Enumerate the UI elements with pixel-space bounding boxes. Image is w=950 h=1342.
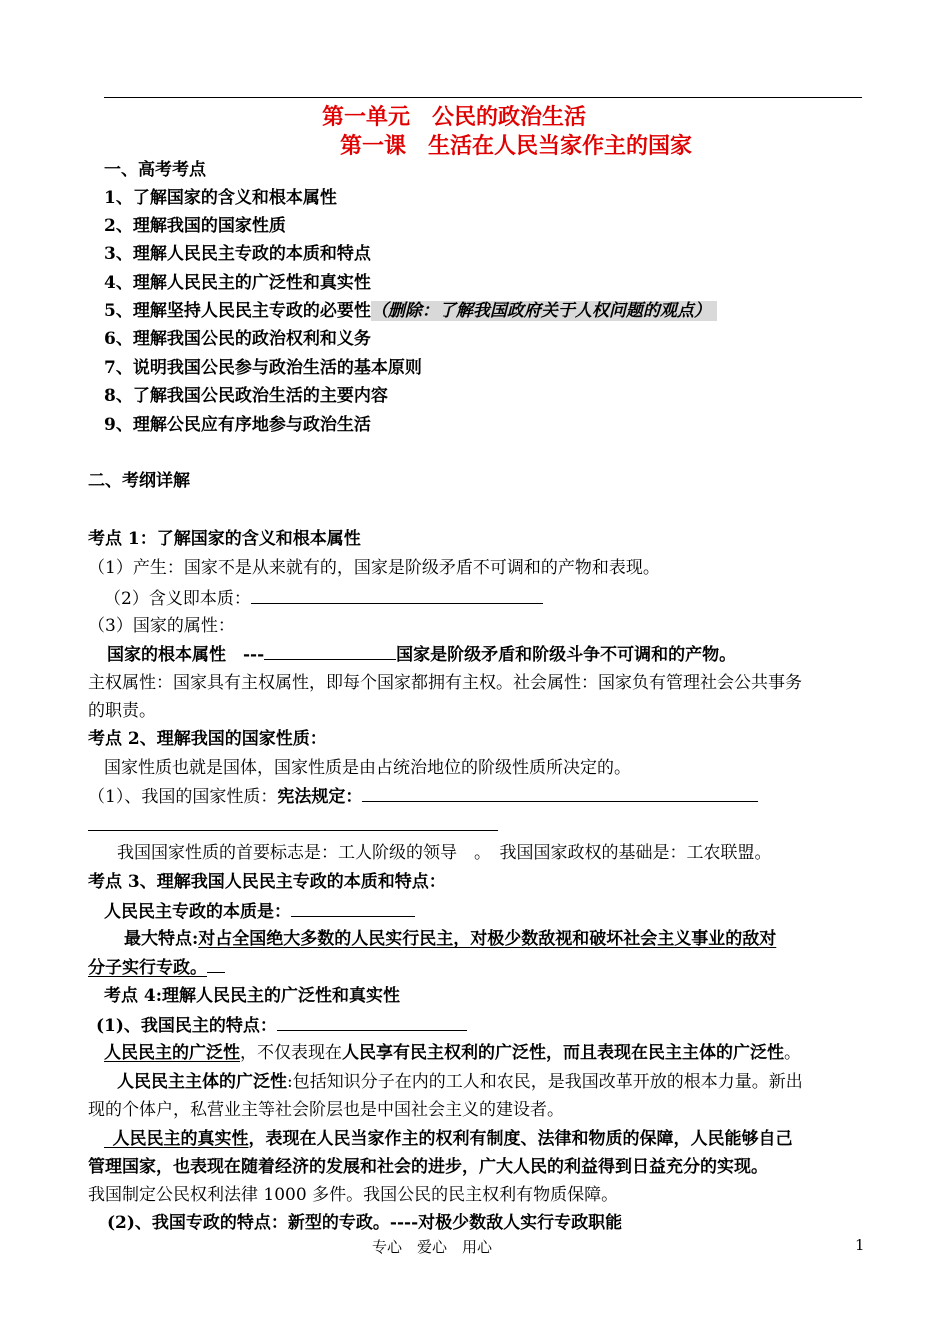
feature-label: 最大特点: (124, 929, 199, 949)
fill-blank (291, 900, 415, 917)
page-number: 1 (855, 1236, 865, 1254)
point4-title: 考点 4:理解人民民主的广泛性和真实性 (104, 986, 401, 1006)
reality-term (104, 1129, 249, 1149)
point3-feature-cont (88, 956, 225, 979)
fill-blank (251, 587, 543, 604)
fill-blank (264, 643, 396, 660)
democracy-features-label: (1)、我国民主的特点： (96, 1016, 277, 1036)
unit-title: 第一单元 公民的政治生活 (322, 104, 587, 130)
reality-text: ，表现在人民当家作主的权利有制度、法律和物质的保障，人民能够自己 (248, 1129, 793, 1149)
fill-blank (277, 1014, 467, 1031)
point2-constitution (88, 785, 758, 808)
exam-point-item: 6、理解我国公民的政治权利和义务 (104, 329, 371, 349)
point4-breadth (104, 1042, 801, 1064)
header-rule (104, 97, 862, 98)
point4-reality (104, 1128, 793, 1150)
point4-reality-cont: 管理国家，也表现在随着经济的发展和社会的进步，广大人民的利益得到日益充分的实现。 (88, 1157, 768, 1177)
section2-heading: 二、考纲详解 (88, 471, 190, 491)
point4-democracy-features (96, 1014, 467, 1037)
nature-label: （1）、我国的国家性质： (88, 787, 278, 807)
page-footer: 专心 爱心 用心 (372, 1238, 493, 1256)
exam-point-item (104, 300, 717, 322)
point1-origin: （1）产生：国家不是从来就有的，国家是阶级矛盾不可调和的产物和表现。 (88, 558, 660, 578)
point1-attributes: （3）国家的属性： (88, 616, 235, 636)
point3-feature (124, 928, 776, 950)
fill-blank (362, 785, 758, 802)
fundamental-label: 国家的根本属性 --- (107, 645, 265, 665)
point3-essence (104, 900, 415, 923)
essence-label: 人民民主专政的本质是： (104, 902, 291, 922)
section1-heading: 一、高考考点 (104, 160, 206, 180)
exam-point-item: 7、说明我国公民参与政治生活的基本原则 (104, 358, 422, 378)
constitution-label: 宪法规定： (277, 787, 363, 807)
breadth-text: 人民享有民主权利的广泛性，而且表现在民主主体的广泛性 (342, 1043, 784, 1063)
fill-blank-line (88, 830, 498, 831)
exam-point-item: 8、了解我国公民政治生活的主要内容 (104, 386, 388, 406)
exam-point-item: 9、理解公民应有序地参与政治生活 (104, 415, 371, 435)
point4-dictatorship: (2)、我国专政的特点：新型的专政。----对极少数敌人实行专政职能 (107, 1213, 623, 1233)
breadth-term: 人民民主的广泛性 (104, 1043, 240, 1063)
exam-point-item-text: 5、理解坚持人民民主专政的必要性 (104, 301, 371, 321)
point1-fundamental (107, 643, 736, 666)
breadth-end: 。 (784, 1043, 801, 1063)
point2-marks: 我国国家性质的首要标志是：工人阶级的领导 。 我国国家政权的基础是：工农联盟。 (117, 843, 772, 863)
feature-text-cont: 分子实行专政。 (88, 958, 207, 978)
exam-point-item: 2、理解我国的国家性质 (104, 216, 286, 236)
point1-duty: 的职责。 (88, 701, 156, 721)
point1-meaning (104, 587, 543, 610)
fundamental-text: 国家是阶级矛盾和阶级斗争不可调和的产物。 (396, 645, 737, 665)
subject-breadth-text: :包括知识分子在内的工人和农民，是我国改革开放的根本力量。新出 (287, 1072, 803, 1092)
point4-subject-breadth (117, 1071, 803, 1093)
feature-text: 对占全国绝大多数的人民实行民主，对极少数敌视和破坏社会主义事业的敌对 (198, 929, 777, 949)
deleted-note: （删除：了解我国政府关于人权问题的观点） (371, 301, 717, 321)
subject-breadth-term: 人民民主主体的广泛性 (117, 1072, 287, 1092)
breadth-connector: ，不仅表现在 (240, 1043, 342, 1063)
exam-point-item: 4、理解人民民主的广泛性和真实性 (104, 273, 371, 293)
point4-subject-breadth-cont: 现的个体户，私营业主等社会阶层也是中国社会主义的建设者。 (88, 1100, 564, 1120)
fill-blank (207, 956, 225, 973)
point2-state-nature: 国家性质也就是国体，国家性质是由占统治地位的阶级性质所决定的。 (104, 758, 631, 778)
point4-laws: 我国制定公民权利法律 1000 多件。我国公民的民主权利有物质保障。 (88, 1185, 619, 1205)
reality-term-text: 人民民主的真实性 (112, 1129, 249, 1149)
point1-title: 考点 1：了解国家的含义和根本属性 (88, 529, 361, 549)
exam-point-item: 3、理解人民民主专政的本质和特点 (104, 244, 371, 264)
lesson-title: 第一课 生活在人民当家作主的国家 (340, 133, 693, 159)
point3-title: 考点 3、理解我国人民民主专政的本质和特点： (88, 872, 446, 892)
point2-title: 考点 2、理解我国的国家性质： (88, 729, 327, 749)
meaning-label: （2）含义即本质： (104, 589, 251, 609)
exam-point-item: 1、了解国家的含义和根本属性 (104, 188, 337, 208)
point1-sovereignty: 主权属性：国家具有主权属性，即每个国家都拥有主权。社会属性：国家负有管理社会公共事务 (88, 673, 802, 693)
